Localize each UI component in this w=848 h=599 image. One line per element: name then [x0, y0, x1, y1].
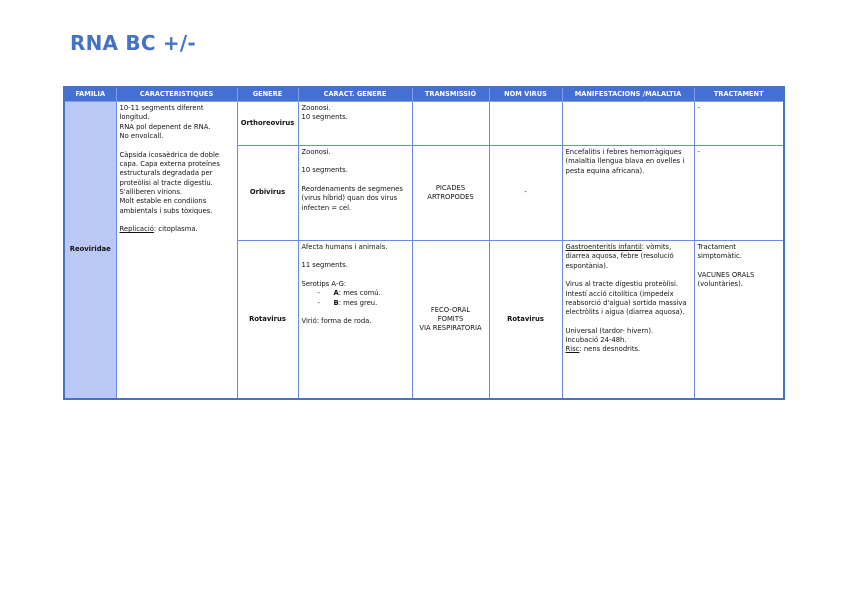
gastroenteritis-text: : vòmits, diarrea aquosa, febre (resolució espontània).	[565, 243, 674, 270]
blank-line	[302, 252, 409, 261]
cell-caract-genere	[298, 146, 412, 241]
cell-nom-virus	[489, 102, 562, 146]
cell-caracteristiques	[116, 102, 237, 400]
gastroenteritis-label: Gastroenteritis infantil	[565, 243, 642, 252]
text-line: Universal (tardor- hivern).	[565, 326, 654, 335]
tractament-text: -	[697, 148, 700, 157]
text-line: 10-11 segments diferent longitud.	[119, 104, 204, 122]
serotip-a-text: : mes comú.	[338, 289, 381, 298]
risc-label: Risc	[565, 345, 580, 354]
text-line: Serotips A-G:	[301, 279, 347, 288]
column-header-tractament: TRACTAMENT	[694, 87, 784, 102]
serotip-b-text: : mes greu.	[338, 298, 378, 307]
column-header-caracteristiques: CARACTERISTIQUES	[116, 87, 237, 102]
manifestacions-text: Encefalitis i febres hemorràgiques (malaltia llengua blava en ovelles i pesta equina africana).	[565, 148, 685, 175]
serotip-b-label: B	[333, 298, 339, 307]
blank-line	[302, 176, 409, 185]
blank-line	[302, 308, 409, 317]
blank-line	[302, 271, 409, 280]
cell-nom-virus	[489, 241, 562, 400]
genere-name: Orbivirus	[249, 188, 286, 197]
cell-familia	[64, 102, 116, 400]
text-line: Càpsida icosaèdrica de doble capa. Capa externa proteïnes estructurals degradada per proteòlisi al tracte digestiu.	[119, 150, 220, 187]
text-line: Zoonosi.	[301, 104, 331, 113]
blank-line	[698, 262, 781, 271]
text-line: Reordenaments de segmenes (virus híbrid) quan dos virus infecten = cel.	[301, 184, 403, 212]
serotip-b-line	[302, 299, 409, 308]
text-line: VACUNES ORALS (voluntàries).	[697, 270, 755, 289]
blank-line	[566, 318, 691, 327]
bullet-dash: -	[317, 289, 320, 298]
cell-manifestacions	[562, 146, 694, 241]
text-line: Virió: forma de roda.	[301, 316, 372, 325]
text-line: Incubació 24-48h.	[565, 336, 627, 345]
gastroenteritis-paragraph	[566, 243, 691, 271]
cell-transmissio	[412, 241, 489, 400]
text-line: 10 segments.	[301, 113, 348, 122]
text-line: RNA pol depenent de RNA.	[119, 122, 211, 131]
replicacio-label: Replicació	[119, 225, 154, 234]
blank-line	[566, 271, 691, 280]
serotip-a-line	[302, 289, 409, 298]
cell-transmissio	[412, 102, 489, 146]
text-line: Zoonosi.	[301, 148, 331, 157]
text-line: Molt estable en condiions ambientals i subs tòxiques.	[119, 197, 213, 215]
column-header-familia: FAMILIA	[64, 87, 116, 102]
cell-tractament	[694, 241, 784, 400]
table-row-orthoreovirus	[64, 102, 784, 146]
column-header-genere: GENERE	[237, 87, 298, 102]
cell-genere	[237, 102, 298, 146]
text-line: Afecta humans i animals.	[301, 243, 388, 252]
cell-transmissio	[412, 146, 489, 241]
text-line: 11 segments.	[301, 261, 348, 270]
risc-text: : nens desnodrits.	[579, 345, 641, 354]
transmissio-line: PICADES	[435, 183, 466, 192]
risc-line	[566, 345, 691, 354]
text-line: 10 segments.	[301, 166, 348, 175]
cell-genere	[237, 241, 298, 400]
column-header-manifestacions: MANIFESTACIONS /MALALTIA	[562, 87, 694, 102]
text-line: S'alliberen virions.	[119, 188, 183, 197]
nom-virus-text: Rotavirus	[507, 314, 544, 323]
transmissio-line: FOMITS	[437, 314, 464, 323]
blank-line	[120, 142, 234, 151]
serotip-a-label: A	[333, 289, 339, 298]
cell-genere	[237, 146, 298, 241]
cell-tractament	[694, 146, 784, 241]
table-header-row	[64, 87, 784, 102]
replicacio-line	[120, 225, 234, 234]
cell-tractament	[694, 102, 784, 146]
text-line: Tractament simptomàtic.	[697, 243, 742, 261]
rna-virus-table	[63, 86, 785, 400]
blank-line	[302, 157, 409, 166]
genere-name: Orthoreovirus	[240, 118, 295, 127]
tractament-text: -	[697, 104, 700, 113]
cell-manifestacions	[562, 102, 694, 146]
transmissio-line: FECO-ORAL	[430, 305, 471, 314]
bullet-dash: -	[317, 298, 320, 307]
text-line: No envolcall.	[119, 132, 164, 141]
cell-caract-genere	[298, 102, 412, 146]
column-header-transmissio: TRANSMISSIÓ	[412, 87, 489, 102]
replicacio-text: : citoplasma.	[153, 225, 198, 234]
transmissio-line: ARTROPODES	[427, 193, 474, 202]
blank-line	[120, 216, 234, 225]
familia-name: Reoviridae	[69, 245, 111, 254]
transmissio-line: VIA RESPIRATORIA	[419, 324, 482, 333]
page-title: RNA BC +/-	[70, 31, 196, 55]
column-header-caract-genere: CARACT. GENERE	[298, 87, 412, 102]
column-header-nom-virus: NOM VIRUS	[489, 87, 562, 102]
cell-nom-virus	[489, 146, 562, 241]
text-line: Virus al tracte digestiu proteòlisi. Intestí acció citolítica (impedeix reabsorció d'aigua) sortida massiva electròlits i aigua (diarrea aquosa).	[565, 280, 687, 317]
genere-name: Rotavirus	[249, 314, 286, 323]
nom-virus-text: -	[524, 188, 527, 197]
cell-manifestacions	[562, 241, 694, 400]
cell-caract-genere	[298, 241, 412, 400]
